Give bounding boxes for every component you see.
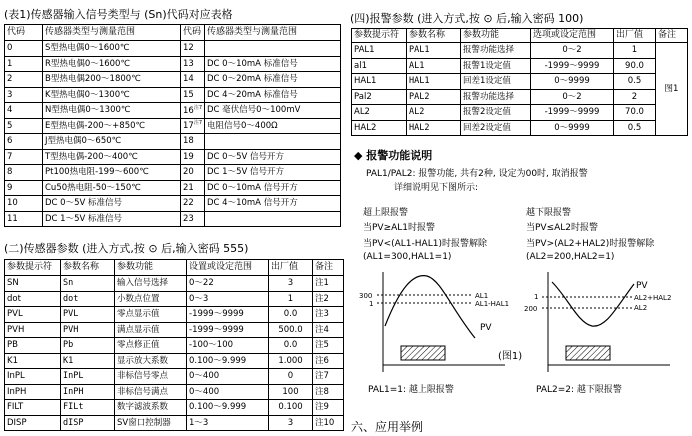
table-row [5,87,341,103]
table-cell: 0～2 [531,89,614,105]
table-cell: 代码 [181,25,205,41]
table-cell: PAL2 [407,89,461,105]
table-cell: 10 [5,196,43,212]
table-row [5,307,344,323]
right-line3: (AL2=200,HAL2=1) [526,252,615,262]
table-cell: PVH [61,322,115,338]
right-line2: 当PV>(AL2+HAL2)时报警解除 [526,239,655,249]
table-cell: 回差2设定值 [461,120,531,136]
table-cell: 11 [5,211,43,227]
table-cell: E型热电偶-200～+850℃ [43,118,181,134]
table-row [352,58,688,74]
table-cell: K型热电偶0～1300℃ [43,87,181,103]
note-sup: 注7 [193,104,203,111]
table-cell: PAL1 [352,43,407,59]
lbl-al1-hal1: AL1-HAL1 [475,300,510,308]
table-row [5,103,341,119]
table-cell: Pt100热电阻-199～600℃ [43,165,181,181]
table-cell: K1 [61,353,115,369]
table-row [5,41,341,57]
table-cell: 20 [181,165,205,181]
table-cell: 参数名称 [61,260,115,276]
table-cell: 0 [269,369,313,385]
table-cell: AL2 [407,105,461,121]
right-y-top: 1 [534,293,539,301]
table-cell: 0～3 [187,291,269,307]
table-cell: 数字滤波系数 [115,400,187,416]
lbl-al2: AL2 [634,304,648,312]
table-cell: 2 [614,89,656,105]
left-line3: (AL1=300,HAL1=1) [363,252,452,262]
table-cell: 参数提示符 [352,29,407,43]
sensor-code-table [4,24,341,227]
table-cell: Pal2 [352,89,407,105]
table-cell: 备注 [313,260,344,276]
table-cell: 100 [269,384,313,400]
table-cell: 参数提示符 [5,260,61,276]
left-line2: 当PV<(AL1-HAL1)时报警解除 [363,239,487,249]
table-cell: 满点显示值 [115,322,187,338]
table2-title: (二)传感器参数 (进入方式,按 ⊙ 后,输入密码 555) [4,242,249,255]
table-cell: 非标信号满点 [115,384,187,400]
table-cell: 0.0 [269,338,313,354]
table-row [5,180,341,196]
table-cell: 参数名称 [407,29,461,43]
table-cell: 电阻信号0～400Ω [205,118,341,134]
table-cell: 15 [181,87,205,103]
table-cell: FILT [5,400,61,416]
code-value: 16 [183,105,194,116]
table-row [5,353,344,369]
table-cell: 4 [5,103,43,119]
table-row [5,134,341,150]
right-caption: PAL2=2: 越下限报警 [536,385,622,395]
upper-limit-alarm-diagram [355,268,515,376]
table-cell [205,134,341,150]
table-row [5,322,344,338]
table-row [5,276,344,292]
table-cell: 传感器类型与测量范围 [43,25,181,41]
table-cell: HAL2 [407,120,461,136]
table-cell: 0.100～9.999 [187,400,269,416]
table-cell: -100～100 [187,338,269,354]
table-cell [181,103,205,119]
table-cell: 70.0 [614,105,656,121]
table-cell: 0.5 [614,74,656,90]
left-y-bot: 1 [369,300,374,308]
table-cell: 90.0 [614,58,656,74]
table-row [5,291,344,307]
table-cell: 21 [181,180,205,196]
table-row [5,196,341,212]
table-cell: 8 [5,165,43,181]
table-cell: 3 [269,276,313,292]
table-row [5,72,341,88]
table-cell: 注4 [313,322,344,338]
table-cell: 报警1设定值 [461,58,531,74]
table-row [5,415,344,431]
table-cell: B型热电偶200～1800℃ [43,72,181,88]
table-row [352,74,688,90]
table-cell: al1 [352,58,407,74]
table-cell: 注1 [313,276,344,292]
table-row [352,105,688,121]
table-cell: 3 [5,87,43,103]
table-cell: AL2 [352,105,407,121]
table-cell: -1999～9999 [531,58,614,74]
table-cell: InPH [5,384,61,400]
note-cell: 图1 [656,43,688,136]
code-value: 17 [183,120,194,131]
table-cell: DC 0～5V 标准信号 [43,196,181,212]
table4-title: (四)报警参数 (进入方式,按 ⊙ 后,输入密码 100) [350,12,584,25]
table-cell: 备注 [656,29,688,43]
table-row [5,149,341,165]
table-cell: 零点显示值 [115,307,187,323]
table-cell: DC 0～10mA 信号开方 [205,180,341,196]
table-cell: 设置或设定范围 [187,260,269,276]
right-title: 越下限报警 [526,208,572,218]
table-cell: DC 0～5V 信号开方 [205,149,341,165]
table-cell: -1999～9999 [187,322,269,338]
alarm-param-table [351,28,688,136]
table-cell: 1 [269,291,313,307]
table-cell: 报警功能选择 [461,43,531,59]
table-cell: 选项或设定范围 [531,29,614,43]
table-cell: T型热电偶-200～400℃ [43,149,181,165]
left-line1: 当PV≥AL1时报警 [363,223,436,233]
table-cell: 23 [181,211,205,227]
right-pv-label: PV [636,281,648,291]
table-cell: 1 [614,43,656,59]
left-alarm-zone [401,346,445,360]
table-cell: 0～2 [531,43,614,59]
table-cell: 0～9999 [531,74,614,90]
table-cell: AL1 [407,58,461,74]
table-cell: 7 [5,149,43,165]
table-cell: DC 1～5V 标准信号 [43,211,181,227]
table-cell: J型热电偶0～650℃ [43,134,181,150]
table-cell: 代码 [5,25,43,41]
table-row [352,43,688,59]
table-cell: DC 0～10mA 标准信号 [205,56,341,72]
table-cell: 0～9999 [531,120,614,136]
table-cell: Cu50热电阻-50～150℃ [43,180,181,196]
table-cell: 5 [5,118,43,134]
figure-label: (图1) [498,351,523,362]
table-cell: HAL1 [407,74,461,90]
table-cell: 500.0 [269,322,313,338]
table-row [5,369,344,385]
table-cell [205,41,341,57]
right-pv-curve [552,282,634,326]
table-cell: 9 [5,180,43,196]
table-cell: R型热电偶0～1600℃ [43,56,181,72]
table-cell: 0.100～9.999 [187,353,269,369]
table-cell: N型热电偶0～1300℃ [43,103,181,119]
table-cell: 0.0 [269,307,313,323]
table-cell: Sn [61,276,115,292]
table-cell: 注6 [313,353,344,369]
table-cell: 输入信号选择 [115,276,187,292]
table-cell: 2 [5,72,43,88]
table1-title: (表1)传感器输入信号类型与 (Sn)代码对应表格 [4,8,233,21]
table-cell: 0～22 [187,276,269,292]
table-cell: dot [61,291,115,307]
table-row [5,118,341,134]
table-cell: DC 毫伏信号0～100mV [205,103,341,119]
table-cell: 13 [181,56,205,72]
table-cell: 注9 [313,400,344,416]
table-row [352,120,688,136]
table-row [5,384,344,400]
table-cell: SN [5,276,61,292]
table-row [5,56,341,72]
table-cell: FILt [61,400,115,416]
left-pv-curve [385,276,475,338]
table-cell: 12 [181,41,205,57]
table-cell: 注10 [313,415,344,431]
table-cell: K1 [5,353,61,369]
table-cell: 小数点位置 [115,291,187,307]
table-cell: 非标信号零点 [115,369,187,385]
table-cell: S型热电偶0～1600℃ [43,41,181,57]
table-cell: -1999～9999 [531,105,614,121]
table-cell: InPL [5,369,61,385]
table-cell: PVH [5,322,61,338]
left-y-top: 300 [359,292,373,300]
table-cell: 注2 [313,291,344,307]
left-caption: PAL1=1: 越上限报警 [368,385,454,395]
table-cell: 0 [5,41,43,57]
table-cell: PAL1 [407,43,461,59]
table-cell: 0.100 [269,400,313,416]
section6-heading: 六、应用举例 [351,420,424,434]
table-cell: InPL [61,369,115,385]
table-header-row [352,29,688,43]
lbl-al2-hal2: AL2+HAL2 [634,294,672,302]
table-cell: DC 1～5V 信号开方 [205,165,341,181]
table-cell: 3 [269,415,313,431]
table-cell: 14 [181,72,205,88]
alarm-heading: ◆ 报警功能说明 [354,149,433,162]
right-alarm-zone [566,346,610,360]
table-cell: 出厂值 [269,260,313,276]
table-cell: 22 [181,196,205,212]
table-cell: 19 [181,149,205,165]
table-cell: 报警功能选择 [461,89,531,105]
table-cell [205,211,341,227]
lower-limit-alarm-diagram [520,268,690,376]
table-cell: 0.5 [614,120,656,136]
right-line1: 当PV≤AL2时报警 [526,223,599,233]
table-row [5,338,344,354]
table-cell: 注8 [313,384,344,400]
table-cell: 18 [181,134,205,150]
table-cell: dot [5,291,61,307]
table-cell: HAL2 [352,120,407,136]
table-cell: Pb [61,338,115,354]
note-sup: 注7 [193,120,203,127]
table-cell: 传感器类型与测量范围 [205,25,341,41]
alarm-desc-line2: 详细说明见下图所示: [394,183,479,193]
table-cell: PVL [61,307,115,323]
table-cell [181,118,205,134]
table-cell: 6 [5,134,43,150]
table-cell: SV窗口控制器 [115,415,187,431]
sensor-param-table [4,259,344,431]
table-cell: 注5 [313,338,344,354]
table-cell: 显示放大系数 [115,353,187,369]
table-cell: 零点修正值 [115,338,187,354]
table-cell: 0～400 [187,369,269,385]
table-cell: DC 4～10mA 信号开方 [205,196,341,212]
table-cell: 1～3 [187,415,269,431]
table-cell: 出厂值 [614,29,656,43]
table-cell: 报警2设定值 [461,105,531,121]
left-pv-label: PV [480,323,492,333]
table-row [352,89,688,105]
table-cell: dISP [61,415,115,431]
table-cell: -1999～9999 [187,307,269,323]
alarm-desc-line1: PAL1/PAL2: 报警功能, 共有2种, 设定为00时, 取消报警 [366,169,588,179]
table-cell: 1.000 [269,353,313,369]
table-row [5,211,341,227]
table-cell: HAL1 [352,74,407,90]
table-cell: PVL [5,307,61,323]
table-header-row [5,260,344,276]
table-cell: DC 4～20mA 标准信号 [205,87,341,103]
table-cell: InPH [61,384,115,400]
table-cell: 回差1设定值 [461,74,531,90]
table-cell: 1 [5,56,43,72]
table-cell: DC 0～20mA 标准信号 [205,72,341,88]
left-title: 超上限报警 [363,208,409,218]
table-cell: 参数功能 [461,29,531,43]
table-row [5,165,341,181]
lbl-al1: AL1 [475,292,489,300]
table-cell: 参数功能 [115,260,187,276]
table-row [5,400,344,416]
table-cell: 注7 [313,369,344,385]
table-cell: PB [5,338,61,354]
table-cell: 注3 [313,307,344,323]
table-header-row [5,25,341,41]
table-cell: 0～400 [187,384,269,400]
table-cell: DISP [5,415,61,431]
right-y-bot: 200 [524,305,538,313]
